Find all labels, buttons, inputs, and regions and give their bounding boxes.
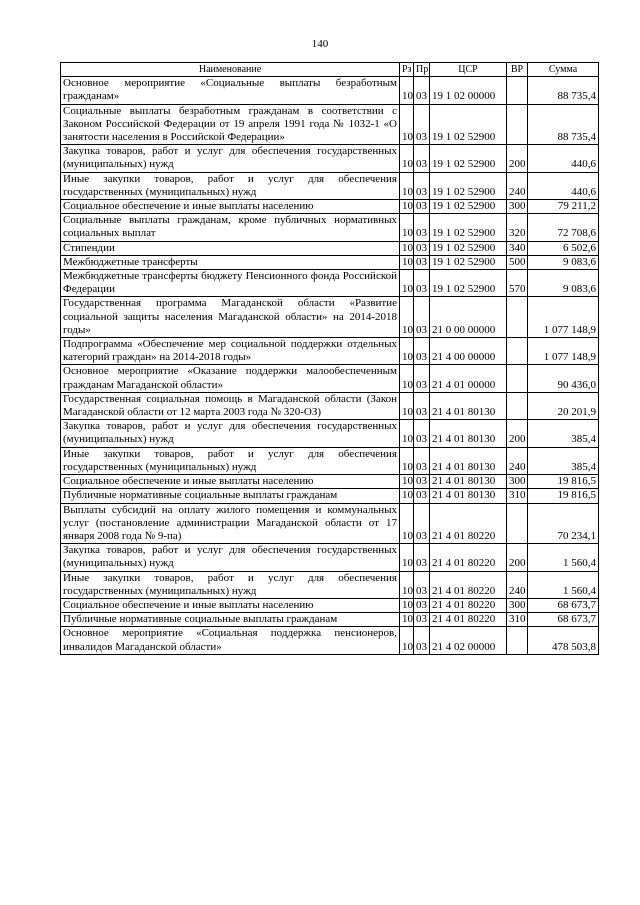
row-vr: 200 [507, 544, 528, 571]
row-vr: 300 [507, 200, 528, 214]
row-vr [507, 104, 528, 145]
row-rz: 10 [400, 489, 414, 503]
row-name: Основное мероприятие «Социальные выплаты безработным гражданам» [61, 77, 400, 104]
row-pr: 03 [414, 392, 430, 419]
row-vr: 200 [507, 420, 528, 447]
row-vr: 240 [507, 447, 528, 474]
row-vr: 500 [507, 255, 528, 269]
row-rz: 10 [400, 338, 414, 365]
row-vr [507, 338, 528, 365]
row-name: Иные закупки товаров, работ и услуг для обеспечения государственных (муниципальных) нужд [61, 172, 400, 199]
row-amount: 440,6 [528, 145, 599, 172]
row-name: Закупка товаров, работ и услуг для обеспечения государственных (муниципальных) нужд [61, 420, 400, 447]
row-name: Социальное обеспечение и иные выплаты населению [61, 598, 400, 612]
row-vr [507, 503, 528, 544]
row-pr: 03 [414, 200, 430, 214]
budget-table [60, 62, 599, 655]
table-row [61, 392, 599, 419]
row-name: Межбюджетные трансферты бюджету Пенсионного фонда Российской Федерации [61, 270, 400, 297]
row-pr: 03 [414, 145, 430, 172]
row-amount: 79 211,2 [528, 200, 599, 214]
row-amount: 9 083,6 [528, 270, 599, 297]
table-row [61, 627, 599, 654]
row-rz: 10 [400, 77, 414, 104]
table-row [61, 598, 599, 612]
row-csr: 21 4 02 00000 [430, 627, 507, 654]
row-rz: 10 [400, 214, 414, 241]
row-csr: 21 4 01 80220 [430, 613, 507, 627]
table-row [61, 420, 599, 447]
row-rz: 10 [400, 420, 414, 447]
row-vr: 570 [507, 270, 528, 297]
row-rz: 10 [400, 447, 414, 474]
row-rz: 10 [400, 365, 414, 392]
row-csr: 21 4 01 80220 [430, 544, 507, 571]
row-name: Основное мероприятие «Оказание поддержки малообеспеченным гражданам Магаданской области» [61, 365, 400, 392]
row-csr: 21 4 01 80130 [430, 489, 507, 503]
row-name: Публичные нормативные социальные выплаты гражданам [61, 489, 400, 503]
row-pr: 03 [414, 613, 430, 627]
row-amount: 9 083,6 [528, 255, 599, 269]
table-body [61, 77, 599, 655]
row-vr [507, 627, 528, 654]
row-name: Социальные выплаты безработным гражданам в соответствии с Законом Российской Федерации от 19 апреля 1991 года № 1032-1 «О занятости населения в Российской Федерации» [61, 104, 400, 145]
row-csr: 21 4 01 80220 [430, 598, 507, 612]
row-vr: 320 [507, 214, 528, 241]
row-csr: 19 1 02 00000 [430, 77, 507, 104]
row-csr: 19 1 02 52900 [430, 200, 507, 214]
table-row [61, 475, 599, 489]
row-vr: 300 [507, 475, 528, 489]
row-csr: 19 1 02 52900 [430, 104, 507, 145]
header-rz: Рз [400, 63, 414, 77]
header-vr: ВР [507, 63, 528, 77]
row-pr: 03 [414, 489, 430, 503]
row-amount: 1 077 148,9 [528, 297, 599, 338]
row-pr: 03 [414, 77, 430, 104]
page-number: 140 [311, 38, 329, 50]
row-rz: 10 [400, 270, 414, 297]
row-amount: 1 560,4 [528, 544, 599, 571]
table-row [61, 77, 599, 104]
row-amount: 20 201,9 [528, 392, 599, 419]
table-row [61, 145, 599, 172]
row-pr: 03 [414, 338, 430, 365]
row-vr [507, 297, 528, 338]
row-amount: 19 816,5 [528, 475, 599, 489]
table-row [61, 571, 599, 598]
row-name: Социальное обеспечение и иные выплаты населению [61, 200, 400, 214]
row-name: Иные закупки товаров, работ и услуг для обеспечения государственных (муниципальных) нужд [61, 447, 400, 474]
row-name: Основное мероприятие «Социальная поддержка пенсионеров, инвалидов Магаданской области» [61, 627, 400, 654]
row-amount: 72 708,6 [528, 214, 599, 241]
row-csr: 21 4 01 80130 [430, 447, 507, 474]
row-rz: 10 [400, 544, 414, 571]
table-row [61, 200, 599, 214]
table-row [61, 214, 599, 241]
row-name: Социальное обеспечение и иные выплаты населению [61, 475, 400, 489]
row-name: Социальные выплаты гражданам, кроме публичных нормативных социальных выплат [61, 214, 400, 241]
row-csr: 21 0 00 00000 [430, 297, 507, 338]
row-csr: 21 4 01 80130 [430, 420, 507, 447]
row-amount: 1 077 148,9 [528, 338, 599, 365]
row-rz: 10 [400, 104, 414, 145]
row-csr: 19 1 02 52900 [430, 145, 507, 172]
table-row [61, 489, 599, 503]
row-pr: 03 [414, 503, 430, 544]
row-csr: 19 1 02 52900 [430, 172, 507, 199]
row-csr: 21 4 01 80220 [430, 571, 507, 598]
header-name: Наименование [61, 63, 400, 77]
row-pr: 03 [414, 241, 430, 255]
row-vr [507, 392, 528, 419]
row-name: Закупка товаров, работ и услуг для обеспечения государственных (муниципальных) нужд [61, 145, 400, 172]
row-name: Подпрограмма «Обеспечение мер социальной поддержки отдельных категорий граждан» на 2014-2018 годы» [61, 338, 400, 365]
row-rz: 10 [400, 392, 414, 419]
row-rz: 10 [400, 200, 414, 214]
row-amount: 90 436,0 [528, 365, 599, 392]
row-pr: 03 [414, 544, 430, 571]
row-rz: 10 [400, 598, 414, 612]
row-csr: 21 4 01 80130 [430, 475, 507, 489]
row-amount: 68 673,7 [528, 613, 599, 627]
row-pr: 03 [414, 475, 430, 489]
row-pr: 03 [414, 447, 430, 474]
row-amount: 70 234,1 [528, 503, 599, 544]
row-csr: 19 1 02 52900 [430, 241, 507, 255]
row-name: Выплаты субсидий на оплату жилого помещения и коммунальных услуг (постановление администрации Магаданской области от 17 января 2008 года № 9-па) [61, 503, 400, 544]
row-name: Закупка товаров, работ и услуг для обеспечения государственных (муниципальных) нужд [61, 544, 400, 571]
row-amount: 1 560,4 [528, 571, 599, 598]
row-vr [507, 77, 528, 104]
row-vr: 240 [507, 571, 528, 598]
table-row [61, 297, 599, 338]
table-row [61, 104, 599, 145]
header-csr: ЦСР [430, 63, 507, 77]
row-vr: 340 [507, 241, 528, 255]
table-row [61, 447, 599, 474]
row-name: Стипендии [61, 241, 400, 255]
row-amount: 19 816,5 [528, 489, 599, 503]
row-csr: 21 4 01 80130 [430, 392, 507, 419]
row-pr: 03 [414, 255, 430, 269]
row-amount: 478 503,8 [528, 627, 599, 654]
row-rz: 10 [400, 475, 414, 489]
row-csr: 19 1 02 52900 [430, 214, 507, 241]
row-amount: 68 673,7 [528, 598, 599, 612]
header-pr: Пр [414, 63, 430, 77]
row-rz: 10 [400, 503, 414, 544]
table-row [61, 613, 599, 627]
row-vr [507, 365, 528, 392]
table-row [61, 544, 599, 571]
header-amount: Сумма [528, 63, 599, 77]
row-rz: 10 [400, 255, 414, 269]
table-row [61, 241, 599, 255]
row-amount: 88 735,4 [528, 77, 599, 104]
row-pr: 03 [414, 172, 430, 199]
row-name: Государственная социальная помощь в Магаданской области (Закон Магаданской области от 12 марта 2003 года № 320-ОЗ) [61, 392, 400, 419]
table-row [61, 172, 599, 199]
row-vr: 310 [507, 613, 528, 627]
row-name: Межбюджетные трансферты [61, 255, 400, 269]
row-rz: 10 [400, 145, 414, 172]
table-row [61, 503, 599, 544]
row-name: Иные закупки товаров, работ и услуг для обеспечения государственных (муниципальных) нужд [61, 571, 400, 598]
row-pr: 03 [414, 214, 430, 241]
row-amount: 440,6 [528, 172, 599, 199]
row-csr: 19 1 02 52900 [430, 270, 507, 297]
row-vr: 240 [507, 172, 528, 199]
row-vr: 200 [507, 145, 528, 172]
row-amount: 88 735,4 [528, 104, 599, 145]
table-row [61, 365, 599, 392]
row-rz: 10 [400, 571, 414, 598]
row-pr: 03 [414, 571, 430, 598]
row-name: Государственная программа Магаданской области «Развитие социальной защиты населения Магаданской области» на 2014-2018 годы» [61, 297, 400, 338]
row-vr: 300 [507, 598, 528, 612]
row-rz: 10 [400, 613, 414, 627]
table-row [61, 270, 599, 297]
row-rz: 10 [400, 172, 414, 199]
row-csr: 19 1 02 52900 [430, 255, 507, 269]
row-pr: 03 [414, 365, 430, 392]
row-pr: 03 [414, 598, 430, 612]
row-amount: 385,4 [528, 420, 599, 447]
row-csr: 21 4 01 00000 [430, 365, 507, 392]
table-row [61, 338, 599, 365]
row-name: Публичные нормативные социальные выплаты гражданам [61, 613, 400, 627]
row-csr: 21 4 00 00000 [430, 338, 507, 365]
row-pr: 03 [414, 420, 430, 447]
row-pr: 03 [414, 270, 430, 297]
table-header-row [61, 63, 599, 77]
row-csr: 21 4 01 80220 [430, 503, 507, 544]
row-rz: 10 [400, 627, 414, 654]
row-amount: 6 502,6 [528, 241, 599, 255]
row-pr: 03 [414, 104, 430, 145]
row-amount: 385,4 [528, 447, 599, 474]
row-pr: 03 [414, 627, 430, 654]
table-row [61, 255, 599, 269]
row-pr: 03 [414, 297, 430, 338]
row-rz: 10 [400, 241, 414, 255]
row-vr: 310 [507, 489, 528, 503]
row-rz: 10 [400, 297, 414, 338]
